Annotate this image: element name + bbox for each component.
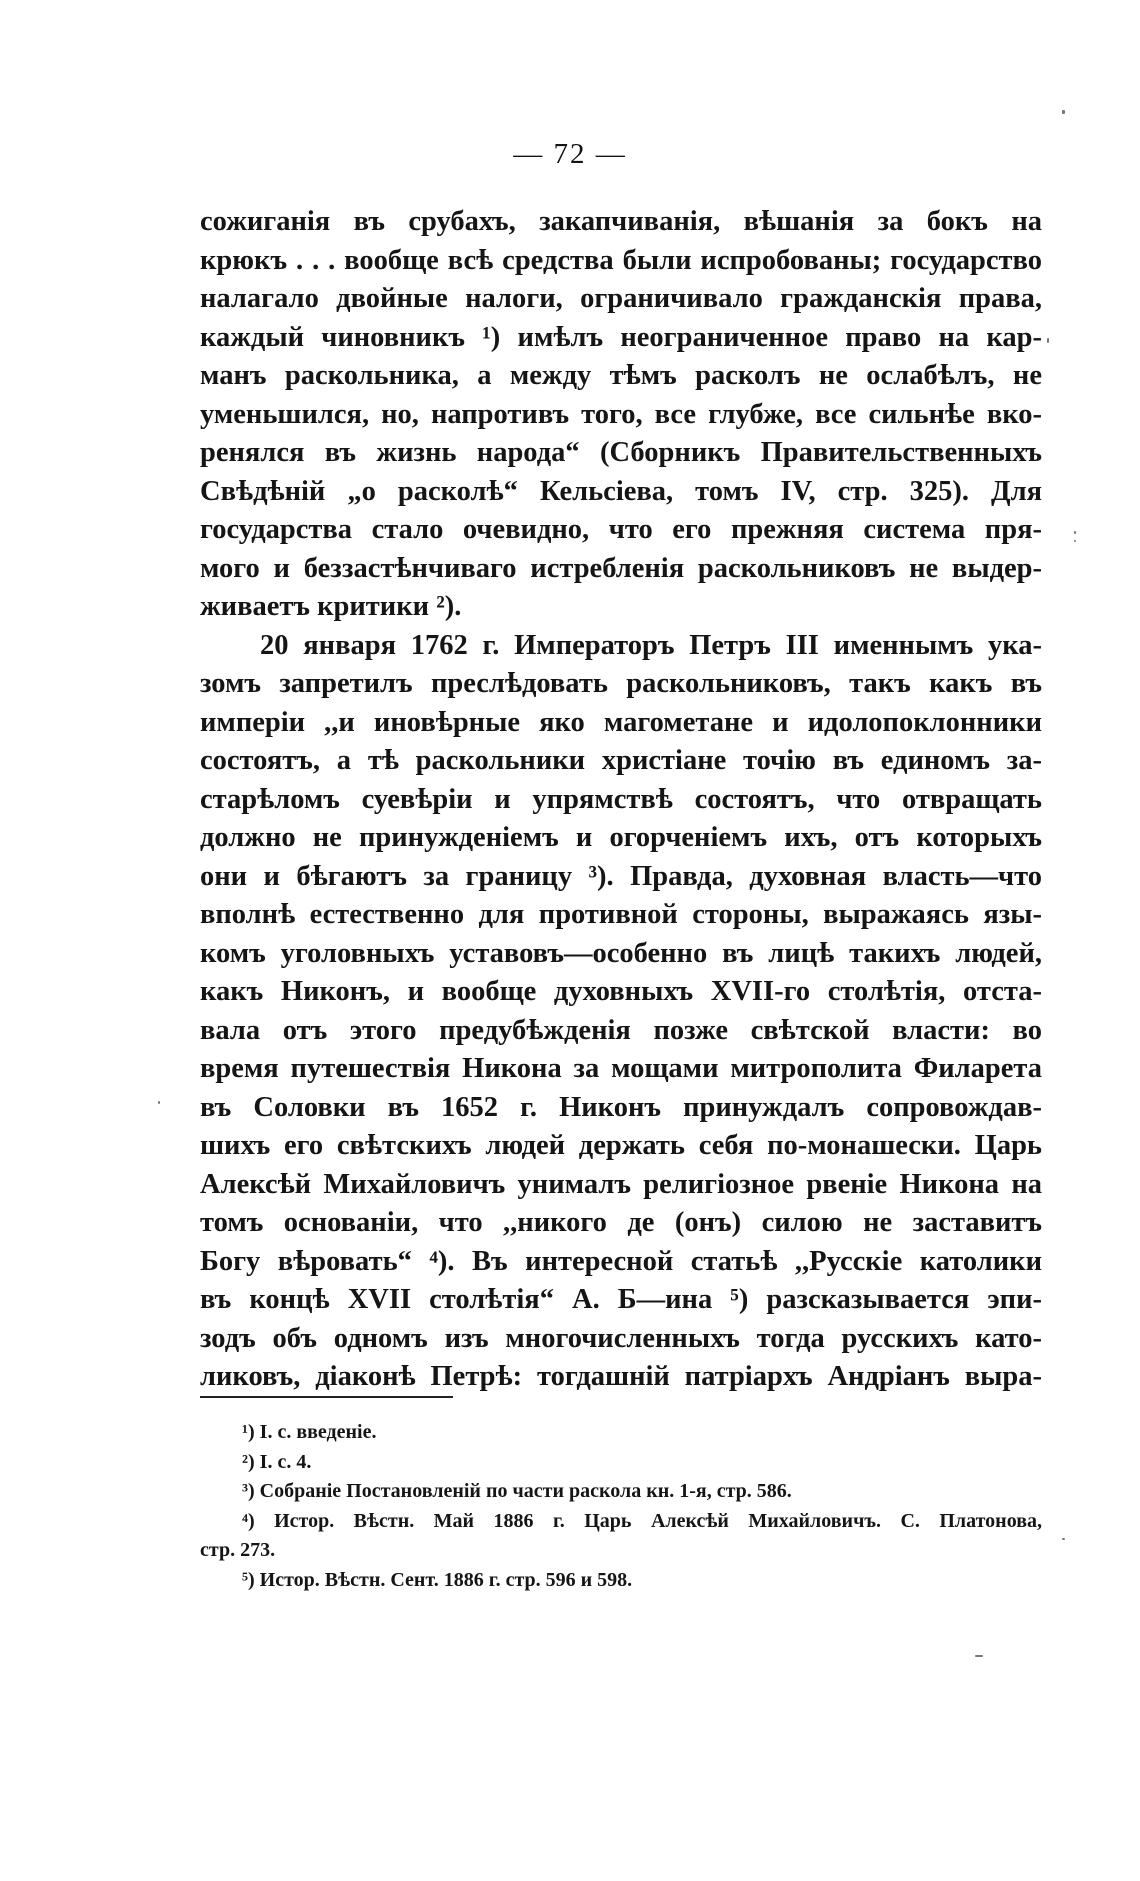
text-line: состоятъ, а тѣ раскольники христіане точію въ единомъ за- <box>200 745 1042 776</box>
text-line: крюкъ . . . вообще всѣ средства были испробованы; государство <box>200 244 1042 276</box>
text-line: манъ раскольника, а между тѣмъ расколъ не ослабѣлъ, не <box>200 360 1042 391</box>
scan-speck <box>1062 1538 1065 1540</box>
text-line: вала отъ этого предубѣжденія позже свѣтской власти: во <box>200 1014 1042 1046</box>
text-line: шихъ его свѣтскихъ людей держать себя по-монашески. Царь <box>200 1130 1042 1161</box>
text-line: Алексѣй Михайловичъ унималъ религіозное рвеніе Никона на <box>200 1168 1042 1200</box>
text-line: томъ основаніи, что ,,никого де (онъ) силою не заставитъ <box>200 1207 1042 1238</box>
text-line: время путешествія Никона за мощами митрополита Филарета <box>200 1053 1042 1084</box>
text-line: зомъ запретилъ преслѣдовать раскольниковъ, такъ какъ въ <box>200 668 1042 699</box>
scan-speck <box>1062 110 1065 114</box>
footnote-continuation: стр. 273. <box>200 1539 276 1561</box>
footnote: ³) Собраніе Постановленій по части раскола кн. 1-я, стр. 586. <box>242 1480 792 1502</box>
text-line: уменьшился, но, напротивъ того, все глубже, все сильнѣе вко- <box>200 398 1042 430</box>
text-line: въ Соловки въ 1652 г. Никонъ принуждалъ сопровождав- <box>200 1091 1042 1123</box>
text-line: ликовъ, діаконѣ Петрѣ: тогдашній патріархъ Андріанъ выра- <box>200 1361 1042 1392</box>
scan-speck <box>158 1101 160 1104</box>
footnote: ¹) I. с. введеніе. <box>242 1421 377 1443</box>
text-line: имперіи ,,и иновѣрные яко магометане и идолопоклонники <box>200 706 1042 738</box>
text-line: Богу вѣровать“ ⁴). Въ интересной статьѣ ,,Русскіе католики <box>200 1245 1042 1277</box>
text-line: сожиганія въ срубахъ, закапчиванія, вѣшанія за бокъ на <box>200 206 1042 237</box>
footnote: ⁵) Истор. Вѣстн. Сент. 1886 г. стр. 596 и 598. <box>242 1568 633 1591</box>
scan-speck <box>1047 338 1049 343</box>
text-line: Свѣдѣній „о расколѣ“ Кельсіева, томъ IV, стр. 325). Для <box>200 475 1042 507</box>
footnote: ⁴) Истор. Вѣстн. Май 1886 г. Царь Алексѣй Михайловичъ. С. Платонова, <box>242 1509 1042 1532</box>
scan-speck <box>1074 531 1076 534</box>
text-line: мого и беззастѣнчиваго истребленія раскольниковъ не выдер- <box>200 552 1042 584</box>
text-line: каждый чиновникъ ¹) имѣлъ неограниченное право на кар- <box>200 321 1042 353</box>
text-line: вполнѣ естественно для противной стороны, выражаясь язы- <box>200 899 1042 930</box>
text-line: въ концѣ XVII столѣтія“ А. Б—ина ⁵) разсказывается эпи- <box>200 1284 1042 1315</box>
footnote-separator <box>200 1396 453 1398</box>
text-line: налагало двойные налоги, ограничивало гражданскія права, <box>200 283 1042 314</box>
text-line: какъ Никонъ, и вообще духовныхъ XVII-го столѣтія, отста- <box>200 976 1042 1007</box>
footnote: ²) I. с. 4. <box>242 1450 312 1473</box>
text-line: живаетъ критики ²). <box>200 591 462 622</box>
scan-speck <box>975 1655 983 1657</box>
text-line: комъ уголовныхъ уставовъ—особенно въ лицѣ такихъ людей, <box>200 937 1042 969</box>
text-line: они и бѣгаютъ за границу ³). Правда, духовная власть—что <box>200 860 1042 892</box>
page-number: — 72 — <box>513 138 627 170</box>
scan-speck <box>1074 540 1076 542</box>
body-text <box>200 203 1042 1397</box>
text-line: государства стало очевидно, что его прежняя система пря- <box>200 514 1042 545</box>
text-line: ренялся въ жизнь народа“ (Сборникъ Правительственныхъ <box>200 437 1042 468</box>
footnotes <box>200 1418 1042 1595</box>
text-line: зодъ объ одномъ изъ многочисленныхъ тогда русскихъ като- <box>200 1322 1042 1354</box>
text-line: старѣломъ суевѣріи и упрямствѣ состоятъ, что отвращать <box>200 783 1042 815</box>
text-line: должно не принужденіемъ и огорченіемъ ихъ, отъ которыхъ <box>200 822 1042 853</box>
paragraph-start-line: 20 января 1762 г. Императоръ Петръ III именнымъ ука- <box>260 629 1042 661</box>
